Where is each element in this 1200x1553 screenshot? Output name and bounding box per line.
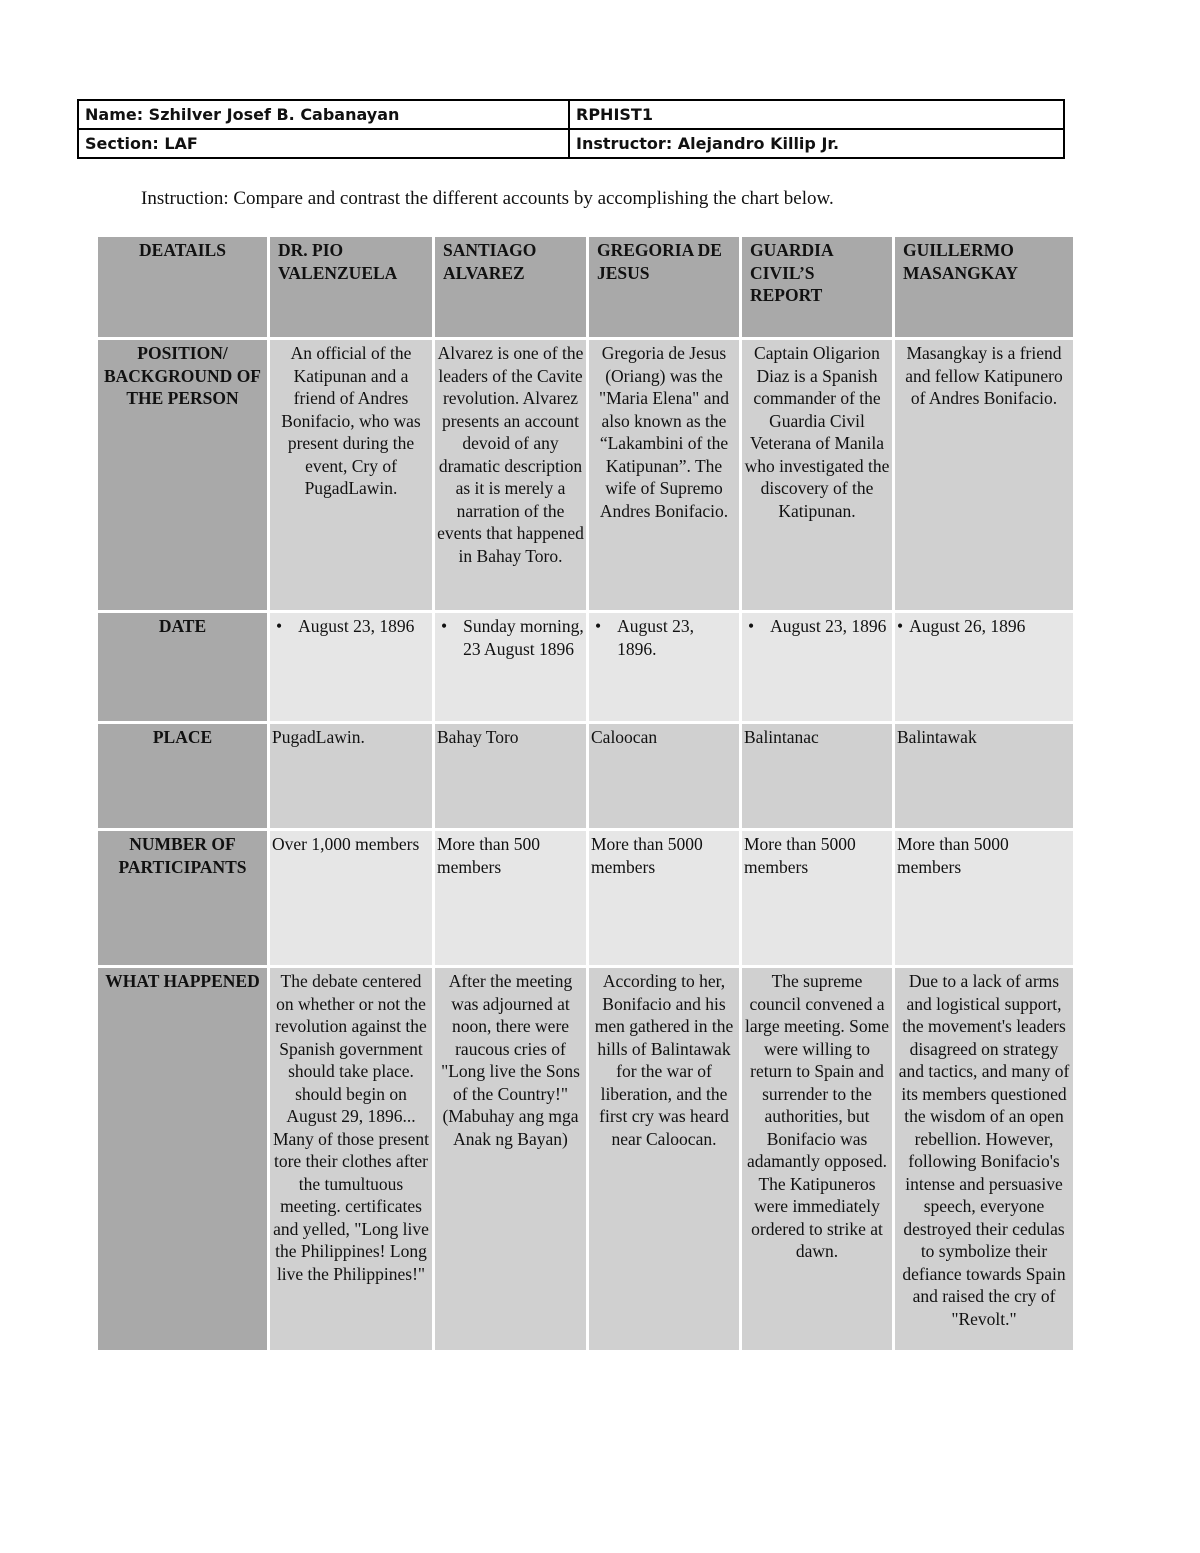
date-text: August 23, 1896. (617, 616, 694, 659)
cell-participants-alvarez: More than 500 members (434, 830, 588, 967)
student-name: Name: Szhilver Josef B. Cabanayan (78, 100, 569, 129)
cell-position-masangkay: Masangkay is a friend and fellow Katipunero of Andres Bonifacio. (894, 339, 1075, 612)
date-text: August 23, 1896 (298, 616, 415, 636)
col-header-details: DEATAILS (97, 236, 269, 339)
row-label-place: PLACE (97, 723, 269, 830)
cell-position-valenzuela: An official of the Katipunan and a friend of Andres Bonifacio, who was present during the event, Cry of PugadLawin. (269, 339, 434, 612)
comparison-chart (95, 234, 1076, 1353)
col-header-de-jesus: GREGORIA DE JESUS (588, 236, 741, 339)
date-text: August 23, 1896 (770, 616, 887, 636)
cell-what-de-jesus: According to her, Bonifacio and his men gathered in the hills of Balintawak for the war of liberation, and the first cry was heard near Caloocan. (588, 967, 741, 1352)
col-header-masangkay: GUILLERMO MASANGKAY (894, 236, 1075, 339)
cell-place-valenzuela: PugadLawin. (269, 723, 434, 830)
cell-position-guardia-civil: Captain Oligarion Diaz is a Spanish commander of the Guardia Civil Veterana of Manila who investigated the discovery of the Katipunan. (741, 339, 894, 612)
cell-participants-masangkay: More than 5000 members (894, 830, 1075, 967)
cell-date-valenzuela (269, 612, 434, 723)
row-label-position: POSITION/ BACKGROUND OF THE PERSON (97, 339, 269, 612)
course-code: RPHIST1 (569, 100, 1064, 129)
bullet-icon: • (748, 616, 755, 636)
row-date (97, 612, 1075, 723)
section: Section: LAF (78, 129, 569, 158)
row-participants (97, 830, 1075, 967)
col-header-alvarez: SANTIAGO ALVAREZ (434, 236, 588, 339)
cell-participants-valenzuela: Over 1,000 members (269, 830, 434, 967)
date-text: Sunday morning, 23 August 1896 (463, 616, 584, 659)
cell-place-masangkay: Balintawak (894, 723, 1075, 830)
cell-date-masangkay (894, 612, 1075, 723)
cell-participants-de-jesus: More than 5000 members (588, 830, 741, 967)
row-label-participants: NUMBER OF PARTICIPANTS (97, 830, 269, 967)
col-header-guardia-civil: GUARDIA CIVIL’S REPORT (741, 236, 894, 339)
row-place (97, 723, 1075, 830)
cell-place-guardia-civil: Balintanac (741, 723, 894, 830)
cell-participants-guardia-civil: More than 5000 members (741, 830, 894, 967)
cell-position-alvarez: Alvarez is one of the leaders of the Cavite revolution. Alvarez presents an account devoid of any dramatic description as it is merely a narration of the events that happened in Bahay Toro. (434, 339, 588, 612)
bullet-icon: • (897, 616, 904, 636)
cell-what-masangkay: Due to a lack of arms and logistical support, the movement's leaders disagreed on strategy and tactics, and many of its members questioned the wisdom of an open rebellion. However, following Bonifacio's intense and persuasive speech, everyone destroyed their cedulas to symbolize their defiance towards Spain and raised the cry of "Revolt." (894, 967, 1075, 1352)
bullet-icon: • (441, 616, 448, 636)
cell-place-alvarez: Bahay Toro (434, 723, 588, 830)
instructor: Instructor: Alejandro Killip Jr. (569, 129, 1064, 158)
header-table (77, 99, 1065, 159)
cell-what-guardia-civil: The supreme council convened a large meeting. Some were willing to return to Spain and surrender to the authorities, but Bonifacio was adamantly opposed. The Katipuneros were immediately ordered to strike at dawn. (741, 967, 894, 1352)
bullet-icon: • (595, 616, 602, 636)
col-header-valenzuela: DR. PIO VALENZUELA (269, 236, 434, 339)
row-label-what-happened: WHAT HAPPENED (97, 967, 269, 1352)
cell-what-alvarez: After the meeting was adjourned at noon, there were raucous cries of "Long live the Sons of the Country!" (Mabuhay ang mga Anak ng Bayan) (434, 967, 588, 1352)
row-position (97, 339, 1075, 612)
bullet-icon: • (276, 616, 283, 636)
cell-what-valenzuela: The debate centered on whether or not the revolution against the Spanish government should take place. should begin on August 29, 1896... Many of those present tore their clothes after the tumultuous meeting. certificates and yelled, "Long live the Philippines! Long live the Philippines!" (269, 967, 434, 1352)
cell-place-de-jesus: Caloocan (588, 723, 741, 830)
cell-date-alvarez (434, 612, 588, 723)
row-what-happened (97, 967, 1075, 1352)
date-text: August 26, 1896 (909, 616, 1026, 636)
row-label-date: DATE (97, 612, 269, 723)
cell-position-de-jesus: Gregoria de Jesus (Oriang) was the "Maria Elena" and also known as the “Lakambini of the Katipunan”. The wife of Supremo Andres Bonifacio. (588, 339, 741, 612)
chart-header-row (97, 236, 1075, 339)
cell-date-guardia-civil (741, 612, 894, 723)
instruction-text: Instruction: Compare and contrast the different accounts by accomplishing the chart below. (141, 188, 834, 209)
cell-date-de-jesus (588, 612, 741, 723)
